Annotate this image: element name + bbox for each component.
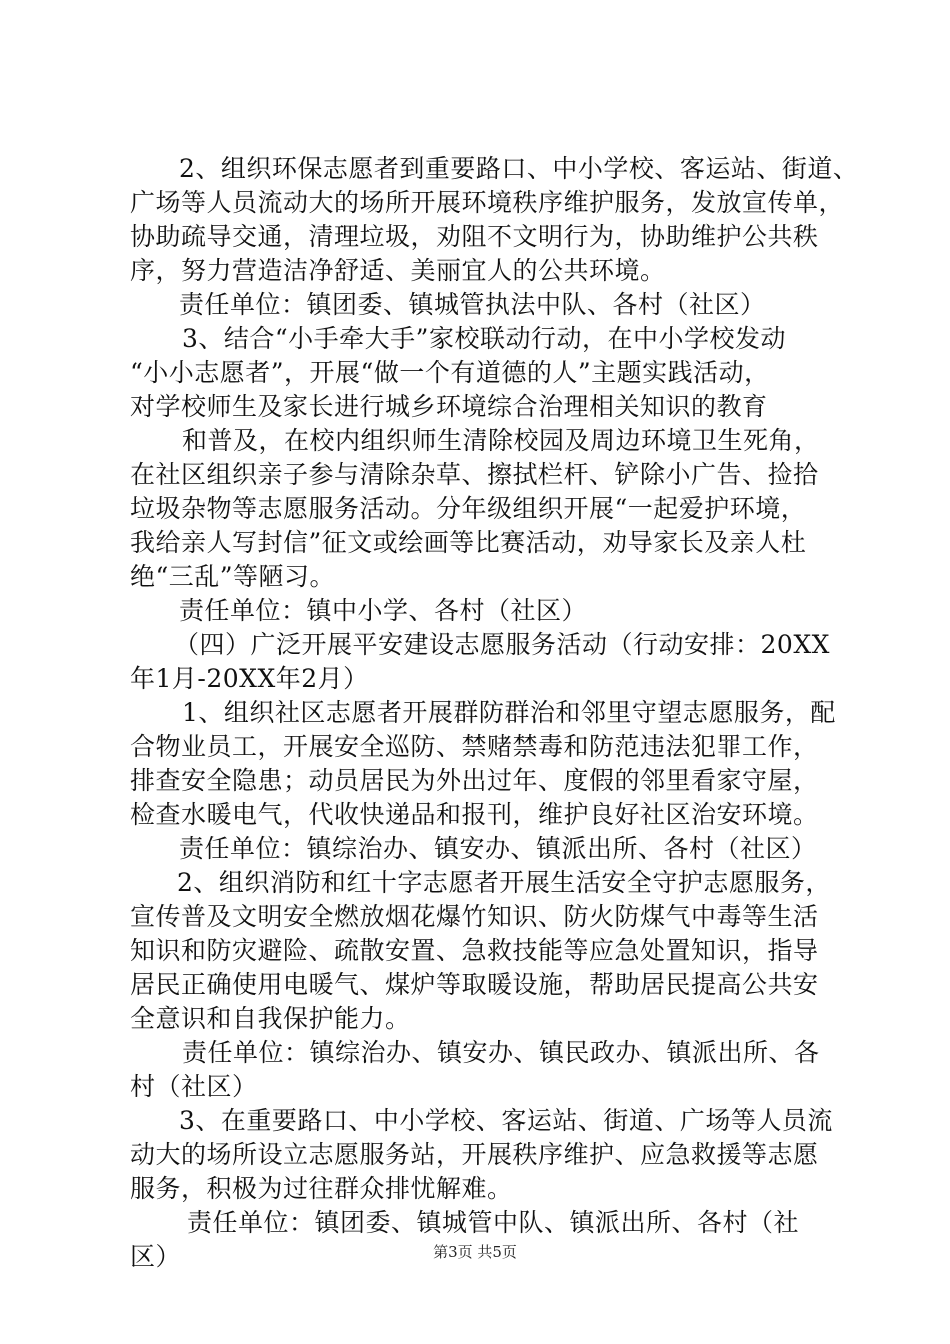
document-body bbox=[130, 152, 860, 1274]
paragraph-line: （四）广泛开展平安建设志愿服务活动（行动安排：20XX bbox=[174, 630, 830, 659]
paragraph-line: 全意识和自我保护能力。 bbox=[130, 1004, 411, 1033]
paragraph-line: 广场等人员流动大的场所开展环境秩序维护服务，发放宣传单， bbox=[130, 188, 845, 217]
paragraph-line: 宣传普及文明安全燃放烟花爆竹知识、防火防煤气中毒等生活 bbox=[130, 902, 819, 931]
paragraph-line: 年1月-20XX年2月） bbox=[130, 664, 369, 693]
paragraph-line: 责任单位：镇团委、镇城管中队、镇派出所、各村（社 bbox=[187, 1208, 800, 1237]
paragraph-line: 我给亲人写封信”征文或绘画等比赛活动，劝导家长及亲人杜 bbox=[130, 528, 807, 557]
paragraph-line: 责任单位：镇中小学、各村（社区） bbox=[179, 596, 588, 625]
paragraph-line: “小小志愿者”，开展“做一个有道德的人”主题实践活动， bbox=[130, 358, 770, 387]
paragraph-line: 和普及，在校内组织师生清除校园及周边环境卫生死角， bbox=[182, 426, 820, 455]
paragraph-line: 2、组织消防和红十字志愿者开展生活安全守护志愿服务， bbox=[177, 868, 831, 897]
paragraph-line: 知识和防灾避险、疏散安置、急救技能等应急处置知识，指导 bbox=[130, 936, 819, 965]
paragraph-line: 村（社区） bbox=[130, 1072, 258, 1101]
paragraph-line: 2、组织环保志愿者到重要路口、中小学校、客运站、街道、 bbox=[179, 154, 859, 183]
paragraph-line: 合物业员工，开展安全巡防、禁赌禁毒和防范违法犯罪工作， bbox=[130, 732, 819, 761]
paragraph-line: 协助疏导交通，清理垃圾，劝阻不文明行为，协助维护公共秩 bbox=[130, 222, 819, 251]
paragraph-line: 1、组织社区志愿者开展群防群治和邻里守望志愿服务，配 bbox=[182, 698, 836, 727]
paragraph-line: 在社区组织亲子参与清除杂草、擦拭栏杆、铲除小广告、捡拾 bbox=[130, 460, 819, 489]
paragraph-line: 3、在重要路口、中小学校、客运站、街道、广场等人员流 bbox=[179, 1106, 833, 1135]
paragraph-line: 区） bbox=[130, 1242, 182, 1271]
paragraph-line: 居民正确使用电暖气、煤炉等取暖设施，帮助居民提高公共安 bbox=[130, 970, 819, 999]
paragraph-line: 序，努力营造洁净舒适、美丽宜人的公共环境。 bbox=[130, 256, 666, 285]
paragraph-line: 责任单位：镇综治办、镇安办、镇派出所、各村（社区） bbox=[179, 834, 817, 863]
paragraph-line: 责任单位：镇综治办、镇安办、镇民政办、镇派出所、各 bbox=[182, 1038, 820, 1067]
paragraph-line: 垃圾杂物等志愿服务活动。分年级组织开展“一起爱护环境， bbox=[130, 494, 807, 523]
page-footer: 第3页 共5页 bbox=[433, 1243, 517, 1261]
paragraph-line: 动大的场所设立志愿服务站，开展秩序维护、应急救援等志愿 bbox=[130, 1140, 819, 1169]
paragraph-line: 绝“三乱”等陋习。 bbox=[130, 562, 336, 591]
paragraph-line: 对学校师生及家长进行城乡环境综合治理相关知识的教育 bbox=[130, 392, 768, 421]
paragraph-line: 3、结合“小手牵大手”家校联动行动，在中小学校发动 bbox=[182, 324, 786, 353]
paragraph-line: 责任单位：镇团委、镇城管执法中队、各村（社区） bbox=[179, 290, 766, 319]
paragraph-line: 服务，积极为过往群众排忧解难。 bbox=[130, 1174, 513, 1203]
paragraph-line: 检查水暖电气，代收快递品和报刊，维护良好社区治安环境。 bbox=[130, 800, 819, 829]
paragraph-line: 排查安全隐患；动员居民为外出过年、度假的邻里看家守屋， bbox=[130, 766, 819, 795]
